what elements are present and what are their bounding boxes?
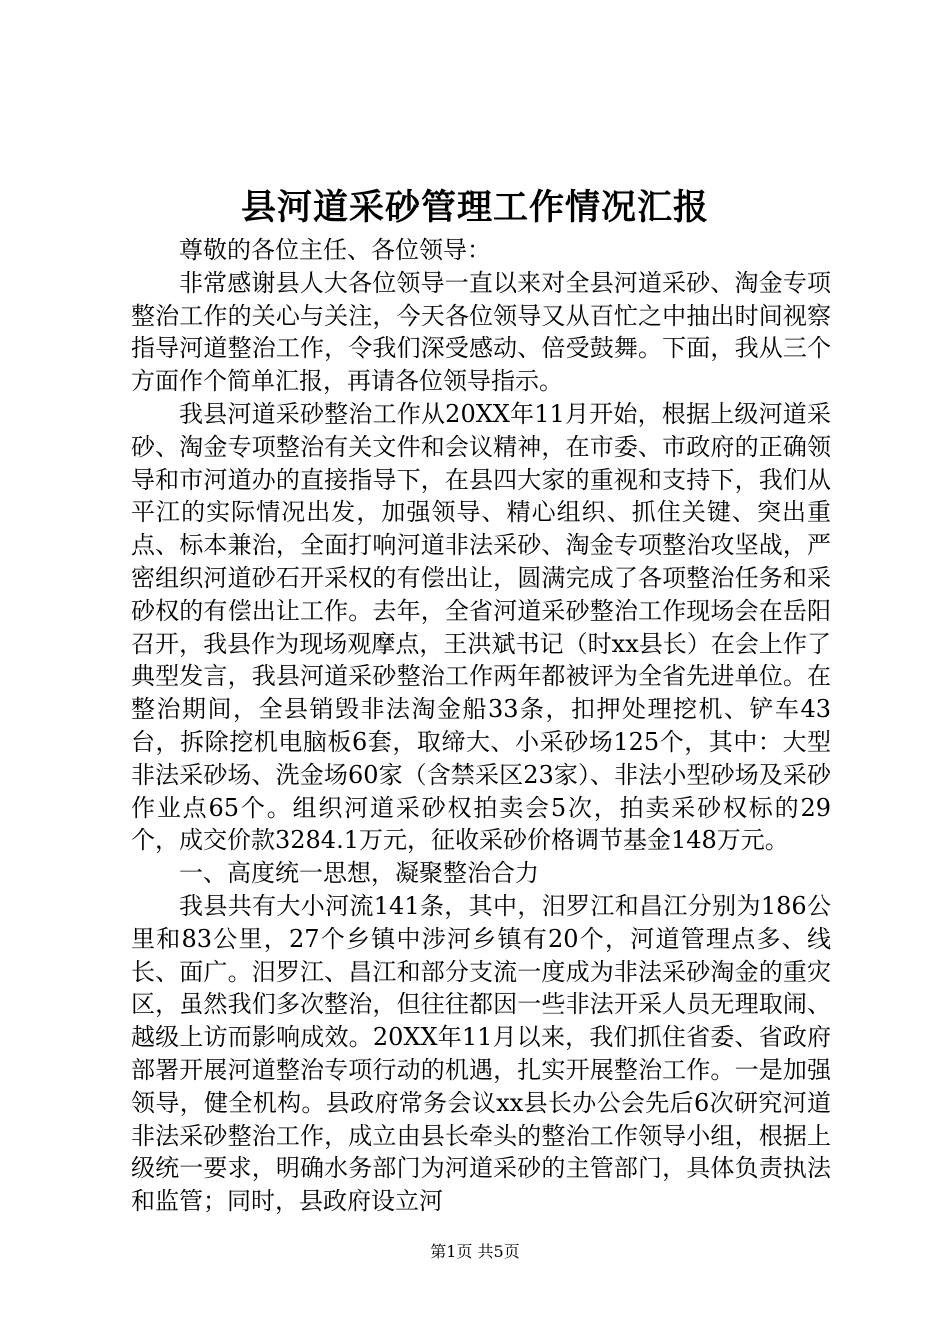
intro-paragraph: 非常感谢县人大各位领导一直以来对全县河道采砂、淘金专项整治工作的关心与关注，今天各位领导又从百忙之中抽出时间视察指导河道整治工作，令我们深受感动、倍受鼓舞。下面，我从三个方面作个简单汇报，再请各位领导指示。 xyxy=(131,268,831,396)
salutation-paragraph: 尊敬的各位主任、各位领导： xyxy=(179,236,491,264)
page-footer: 第1页 共5页 xyxy=(430,1242,520,1261)
section-heading: 一、高度统一思想，凝聚整治合力 xyxy=(179,859,539,888)
section-paragraph: 我县共有大小河流141条，其中，汨罗江和昌江分别为186公里和83公里，27个乡镇中涉河乡镇有20个，河道管理点多、线长、面广。汨罗江、昌江和部分支流一度成为非法采砂淘金的重灾区，虽然我们多次整治，但往往都因一些非法开采人员无理取闹、越级上访而影响成效。20XX年11月以来，我们抓住省委、省政府部署开展河道整治专项行动的机遇，扎实开展整治工作。一是加强领导，健全机构。县政府常务会议xx县长办公会先后6次研究河道非法采砂整治工作，成立由县长牵头的整治工作领导小组，根据上级统一要求，明确水务部门为河道采砂的主管部门，具体负责执法和监管；同时，县政府设立河 xyxy=(131,891,831,1216)
document-body xyxy=(131,234,831,1218)
document-title: 县河道采砂管理工作情况汇报 xyxy=(240,187,709,228)
overview-paragraph: 我县河道采砂整治工作从20XX年11月开始，根据上级河道采砂、淘金专项整治有关文件和会议精神，在市委、市政府的正确领导和市河道办的直接指导下，在县四大家的重视和支持下，我们从平江的实际情况出发，加强领导、精心组织、抓住关键、突出重点、标本兼治，全面打响河道非法采砂、淘金专项整治攻坚战，严密组织河道砂石开采权的有偿出让，圆满完成了各项整治任务和采砂权的有偿出让工作。去年，全省河道采砂整治工作现场会在岳阳召开，我县作为现场观摩点，王洪斌书记（时xx县长）在会上作了典型发言，我县河道采砂整治工作两年都被评为全省先进单位。在整治期间，全县销毁非法淘金船33条，扣押处理挖机、铲车43台，拆除挖机电脑板6套，取缔大、小采砂场125个，其中：大型非法采砂场、洗金场60家（含禁采区23家）、非法小型砂场及采砂作业点65个。组织河道采砂权拍卖会5次，拍卖采砂权标的29个，成交价款3284.1万元，征收采砂价格调节基金148万元。 xyxy=(131,399,831,855)
